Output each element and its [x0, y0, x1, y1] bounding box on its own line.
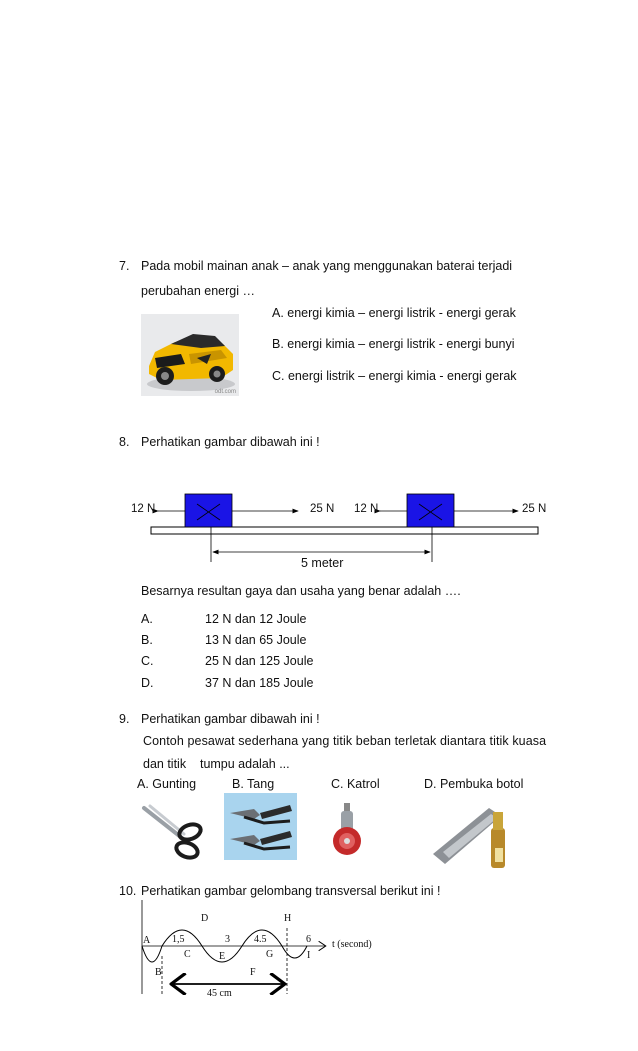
toy-car-image	[141, 314, 239, 396]
q9-question-line1: Contoh pesawat sederhana yang titik beban terletak diantara titik kuasa	[143, 734, 547, 748]
wave-label-f: F	[250, 967, 256, 978]
q8-option-b-text: 13 N dan 65 Joule	[205, 633, 307, 647]
wave-label-t3: 4.5	[254, 934, 267, 945]
q8-option-a-letter: A.	[141, 612, 153, 626]
wave-label-g: G	[266, 949, 274, 960]
q8-option-c-text: 25 N dan 125 Joule	[205, 654, 314, 668]
q8-number: 8.	[119, 435, 130, 449]
q9-option-a: A. Gunting	[137, 777, 197, 791]
q7-text-line2: perubahan energi …	[141, 284, 255, 298]
q9-number: 9.	[119, 712, 130, 726]
wave-label-b: B	[155, 967, 162, 978]
wave-label-a: A	[143, 935, 151, 946]
wave-axis-label: t (second)	[332, 939, 372, 950]
q9-question-line2: dan titik tumpu adalah ...	[143, 757, 290, 771]
image-watermark: odt.com	[214, 389, 236, 395]
force-label-right-2: 25 N	[522, 503, 547, 515]
q7-text-line1: Pada mobil mainan anak – anak yang menggunakan baterai terjadi	[141, 259, 513, 273]
q9-option-d: D. Pembuka botol	[424, 777, 524, 791]
q8-option-d-letter: D.	[141, 676, 154, 690]
pliers-image	[224, 793, 297, 860]
q7-option-c: C. energi listrik – energi kimia - energi gerak	[272, 369, 517, 383]
q8-option-c-letter: C.	[141, 654, 154, 668]
bottle-opener-icon	[429, 798, 524, 873]
transverse-wave-diagram	[135, 898, 395, 1008]
box-final	[407, 494, 454, 527]
q8-question: Besarnya resultan gaya dan usaha yang benar adalah ….	[141, 584, 461, 598]
wave-label-t4: 6	[306, 934, 311, 945]
q8-option-b-letter: B.	[141, 633, 153, 647]
force-label-right-1: 25 N	[310, 503, 335, 515]
q7-option-b: B. energi kimia – energi listrik - energi bunyi	[272, 337, 515, 351]
distance-label: 5 meter	[301, 556, 344, 570]
wave-label-d: D	[201, 913, 209, 924]
pliers-icon	[224, 793, 297, 860]
wave-distance-label: 45 cm	[207, 988, 232, 999]
force-label-left-1: 12 N	[131, 503, 156, 515]
wave-label-c: C	[184, 949, 191, 960]
scissors-icon	[140, 802, 210, 862]
q7-number: 7.	[119, 259, 130, 273]
q8-option-a-text: 12 N dan 12 Joule	[205, 612, 307, 626]
wave-label-t1: 1,5	[172, 934, 185, 945]
box-initial	[185, 494, 232, 527]
q9-text: Perhatikan gambar dibawah ini !	[141, 712, 320, 726]
wave-label-h: H	[284, 913, 292, 924]
wave-label-t2: 3	[225, 934, 230, 945]
q7-option-a: A. energi kimia – energi listrik - energi gerak	[272, 306, 516, 320]
q9-option-c: C. Katrol	[331, 777, 380, 791]
pulley-icon	[330, 801, 364, 863]
q10-text: Perhatikan gambar gelombang transversal berikut ini !	[141, 884, 441, 898]
q9-option-b: B. Tang	[232, 777, 275, 791]
floor-surface	[151, 527, 538, 534]
force-label-left-2: 12 N	[354, 503, 379, 515]
q8-text: Perhatikan gambar dibawah ini !	[141, 435, 320, 449]
q10-number: 10.	[119, 884, 137, 898]
wave-label-i: I	[307, 950, 311, 961]
toy-car-icon	[141, 314, 239, 396]
wave-label-e: E	[219, 951, 226, 962]
q8-option-d-text: 37 N dan 185 Joule	[205, 676, 314, 690]
